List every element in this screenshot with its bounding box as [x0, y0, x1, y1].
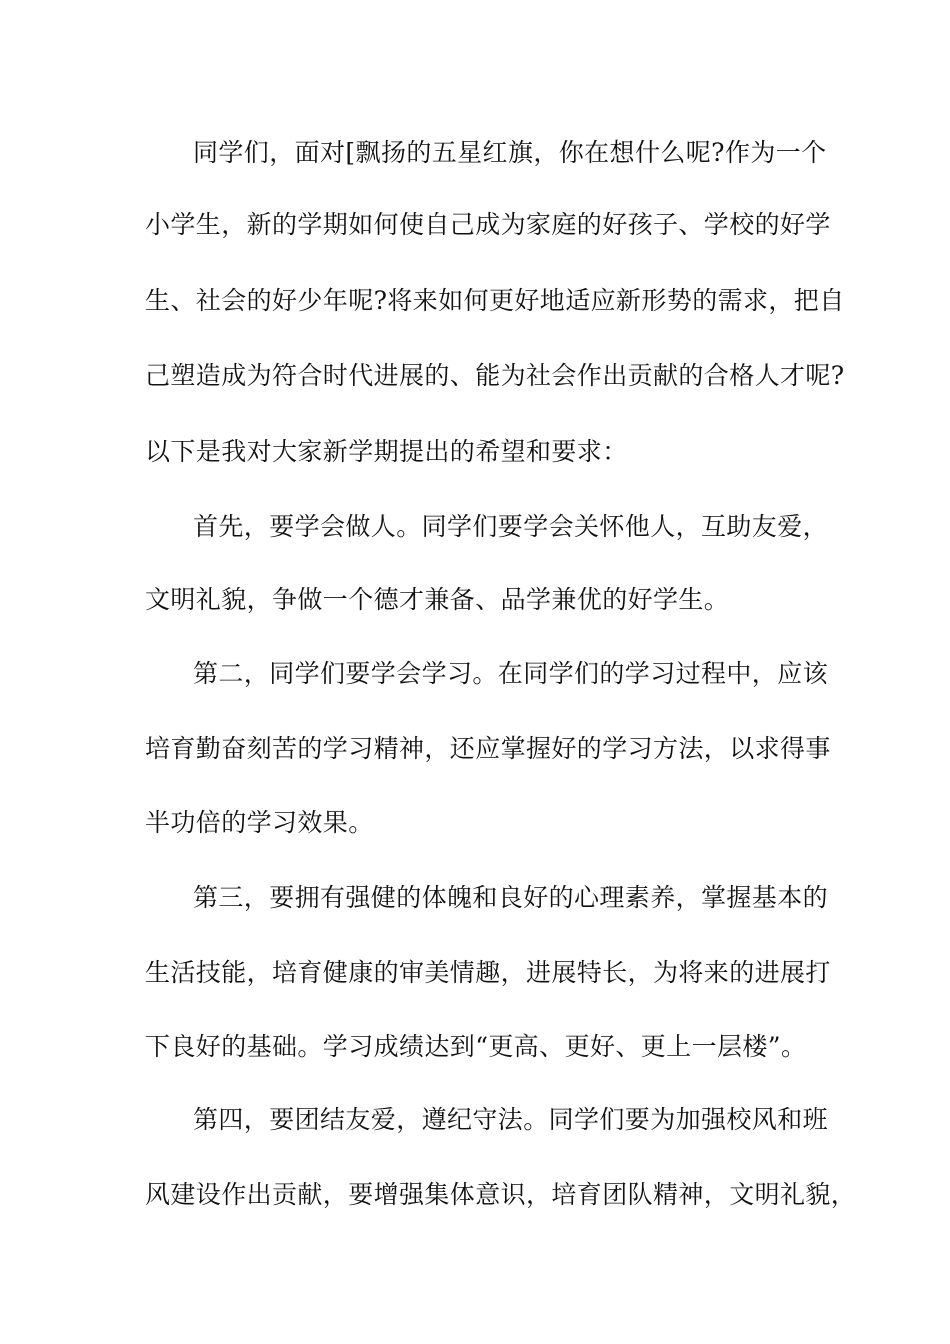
text-line: 培育勤奋刻苦的学习精神，还应掌握好的学习方法，以求得事	[145, 734, 831, 763]
text-line: 以下是我对大家新学期提出的希望和要求：	[145, 437, 628, 466]
text-line: 己塑造成为符合时代进展的、能为社会作出贡献的合格人才呢?	[145, 361, 845, 390]
text-line: 风建设作出贡献，要增强集体意识，培育团队精神，文明礼貌，	[145, 1180, 857, 1209]
text-line: 同学们，面对[飘扬的五星红旗，你在想什么呢?作为一个	[193, 138, 827, 167]
text-line: 第三，要拥有强健的体魄和良好的心理素养，掌握基本的	[193, 883, 829, 912]
text-line: 第二，同学们要学会学习。在同学们的学习过程中，应该	[193, 659, 829, 688]
text-line: 小学生，新的学期如何使自己成为家庭的好孩子、学校的好学	[145, 210, 831, 239]
text-line: 首先，要学会做人。同学们要学会关怀他人，互助友爱，	[193, 512, 829, 541]
text-line: 文明礼貌，争做一个德才兼备、品学兼优的好学生。	[145, 585, 730, 614]
text-line: 下良好的基础。学习成绩达到“更高、更好、更上一层楼”。	[145, 1032, 807, 1061]
text-line: 半功倍的学习效果。	[145, 808, 374, 837]
text-line: 第四，要团结友爱，遵纪守法。同学们要为加强校风和班	[193, 1105, 829, 1134]
text-line: 生活技能，培育健康的审美情趣，进展特长，为将来的进展打	[145, 958, 831, 987]
text-line: 生、社会的好少年呢?将来如何更好地适应新形势的需求，把自	[145, 286, 845, 315]
